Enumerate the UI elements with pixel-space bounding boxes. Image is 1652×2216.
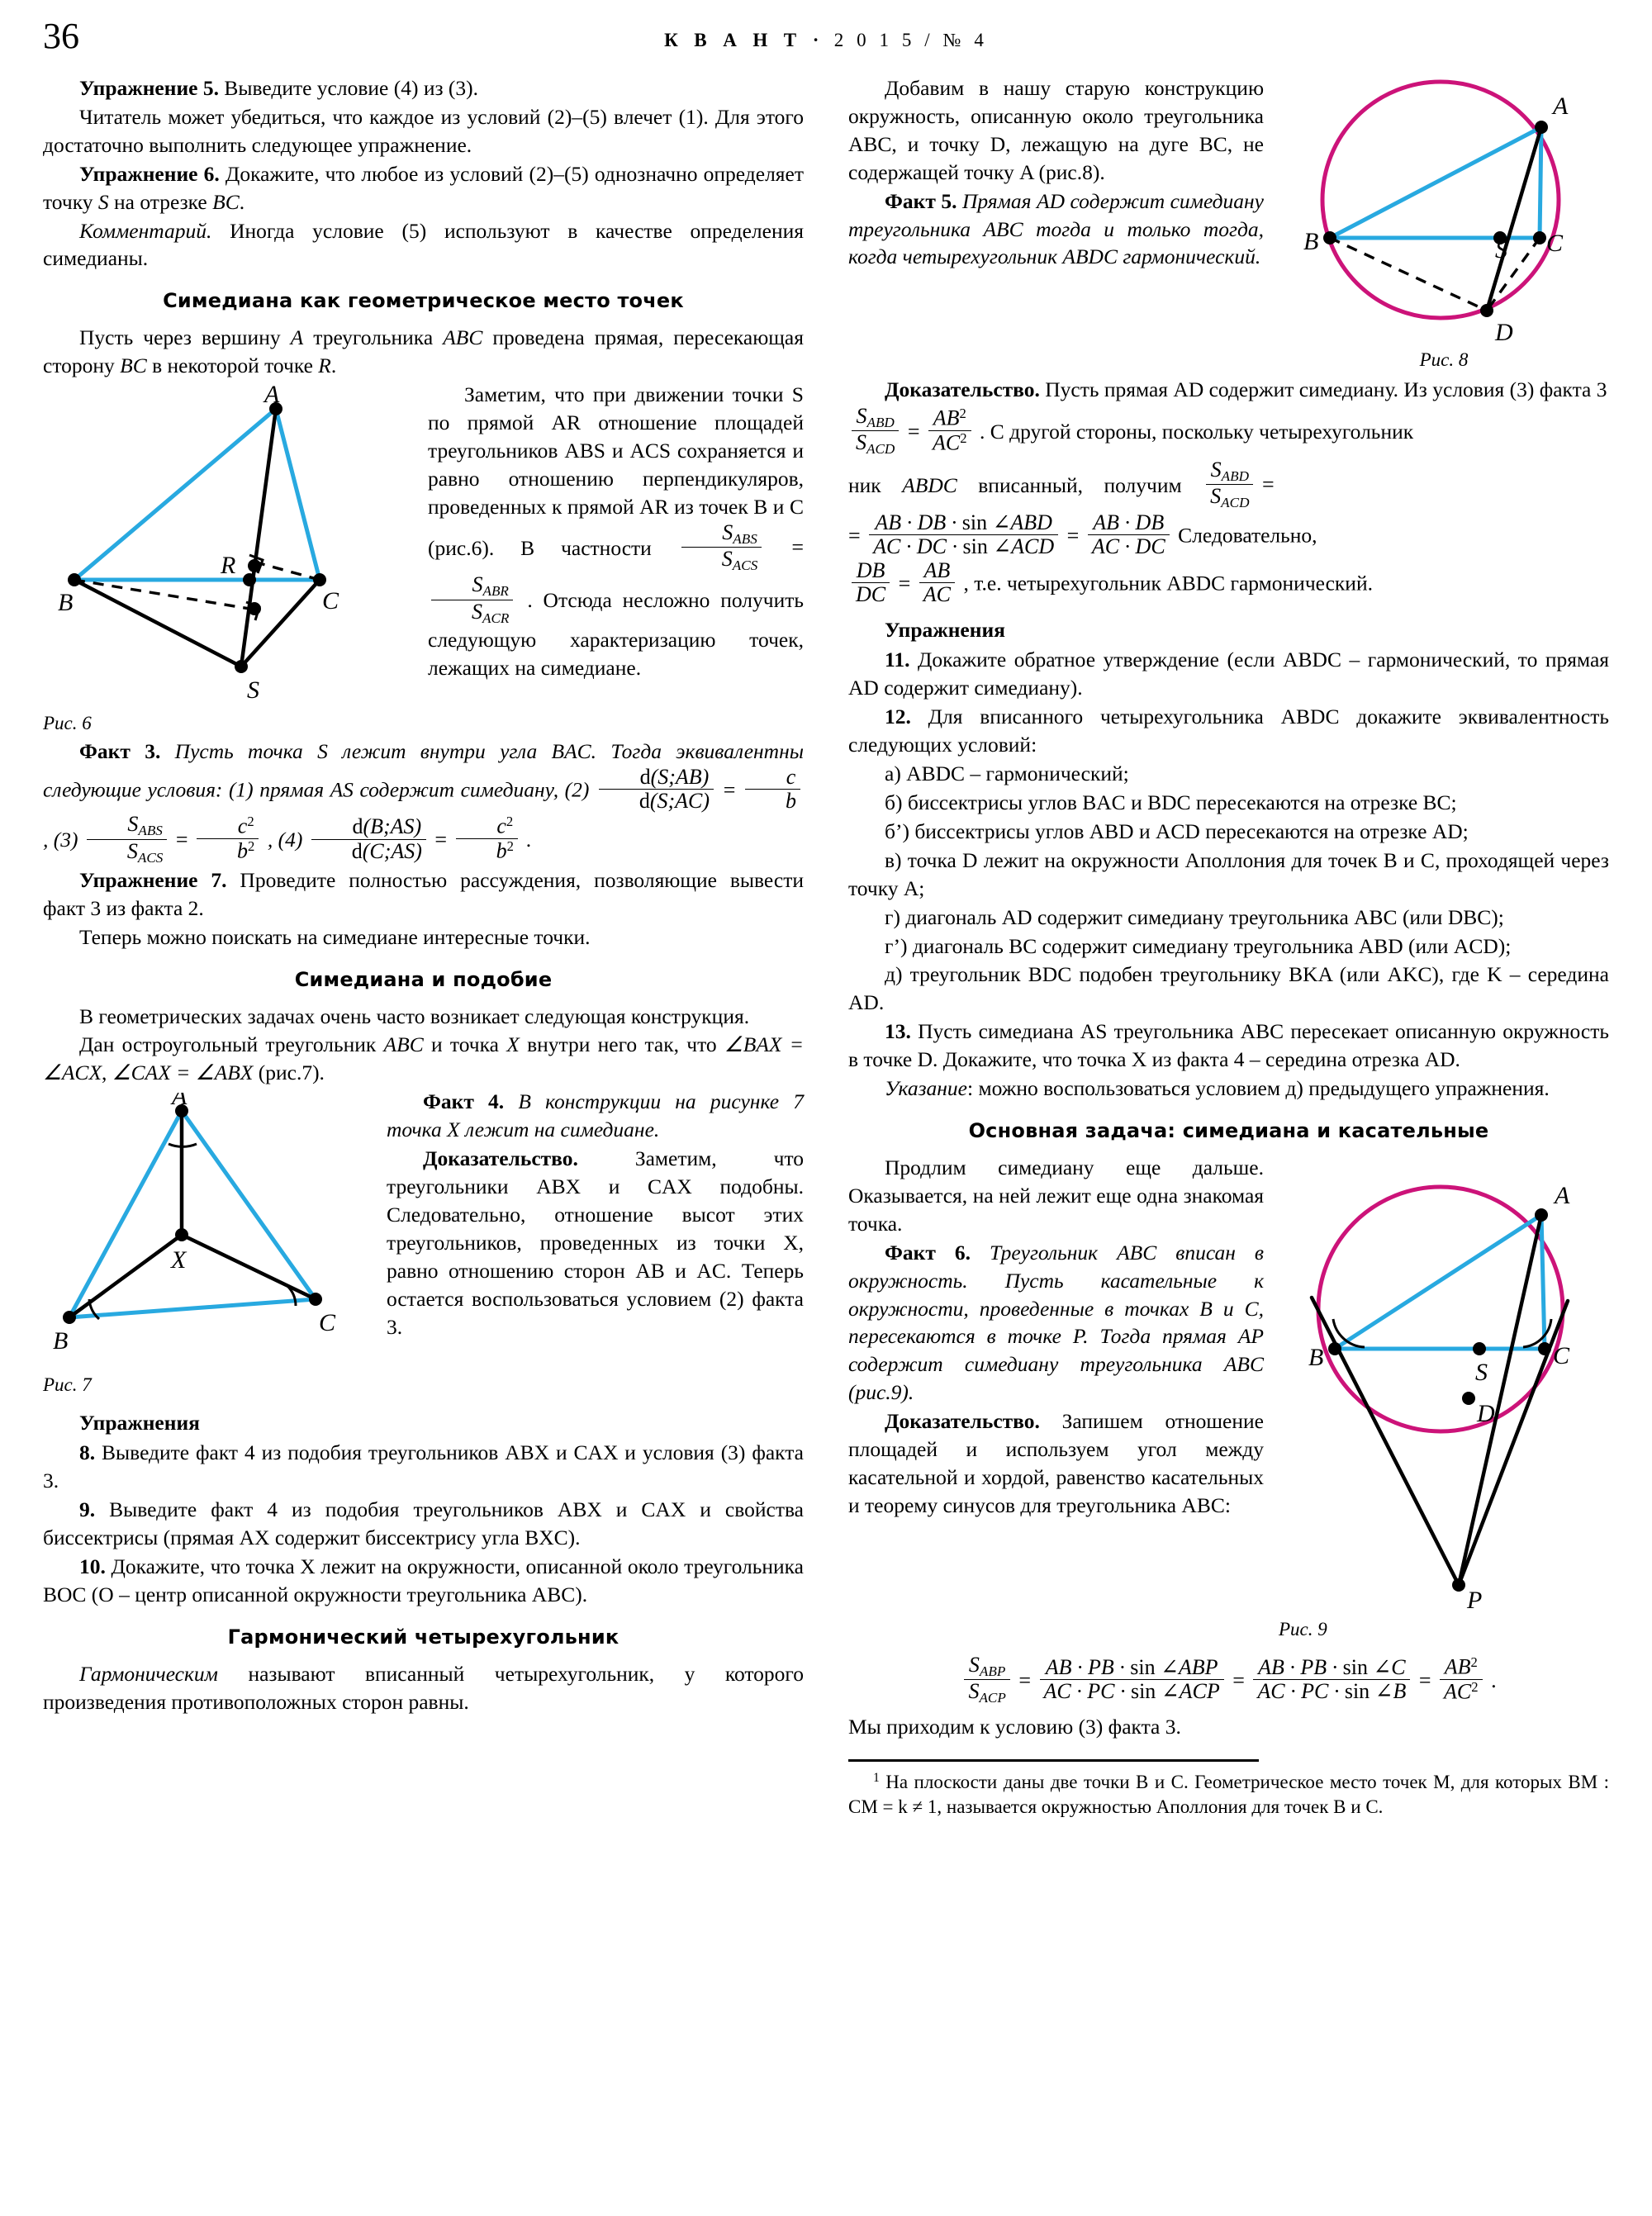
paragraph-reader: Читатель может убедиться, что каждое из условий (2)–(5) влечет (1). Для этого достаточно выполнить следующее упражнение.	[43, 104, 804, 157]
page-number: 36	[43, 16, 79, 56]
fact-3-label: Факт 3.	[79, 739, 161, 764]
eq-sabd-sacd-2: $\frac{S_{ABD}}{S_{ACD}}$ =	[1203, 472, 1274, 496]
proof-5-nik: ник	[848, 472, 881, 497]
exercise-6-text-c: .	[239, 189, 245, 214]
proof-6-label: Доказательство.	[885, 1409, 1040, 1434]
exercise-11-text: Докажите обратное утверждение (если ABDC – гармонический, то прямая AD содержит симедиану).	[848, 648, 1609, 700]
exercise-9	[43, 1496, 804, 1552]
figure-6	[43, 386, 415, 734]
fig9-label-S: S	[1475, 1358, 1488, 1386]
main-paragraph: Продлим симедиану еще дальше. Оказывается, на ней лежит еще одна знакомая точка.	[848, 1155, 1264, 1236]
wrap-text-after: . Отсюда несложно получить следующую характеризацию точек, лежащих на симедиане.	[428, 588, 804, 680]
sim2-b: и точка	[423, 1032, 507, 1057]
fact-6-text: Треугольник ABC вписан в окружность. Пусть касательные к окружности, проведенные в точках B и C, пересекаются в точке P. Тогда прямая AP содержит симедиану треугольника ABC (рис.9).	[848, 1240, 1264, 1405]
var-s: S	[97, 189, 109, 214]
journal-title-line	[43, 30, 1609, 51]
harmonic-text: называют вписанный четырехугольник, у которого произведения противоположных сторон равны.	[43, 1661, 804, 1714]
exercise-12-item-a: а) ABDC – гармонический;	[885, 762, 1129, 786]
hint-text: : можно воспользоваться условием д) предыдущего упражнения.	[966, 1076, 1550, 1101]
fig8-label-C: C	[1546, 230, 1564, 257]
similarity-para-2	[43, 1031, 804, 1087]
locus-intro	[43, 324, 804, 380]
sim2-a: Дан остроугольный треугольник	[79, 1032, 384, 1057]
proof-4-text: Заметим, что треугольники ABX и CAX подобны. Следовательно, отношение высот этих треугольников, проведенных из точки X, равно отношению сторон AB и AC. Теперь остается воспользоваться условием (2) факта 3.	[387, 1146, 804, 1339]
sim2-abc: ABC	[383, 1032, 424, 1057]
figure-9-caption: Рис. 9	[1279, 1618, 1327, 1639]
var-bc2: BC	[120, 354, 147, 378]
exercise-6	[43, 160, 804, 216]
exercise-7-text: Проведите полностью рассуждения, позволяющие вывести факт 3 из факта 2.	[43, 867, 804, 920]
exercise-12-item-b: б) биссектрисы углов BAC и BDC пересекаются на отрезке BC;	[885, 790, 1457, 814]
exercises-heading-right: Упражнения	[885, 618, 1005, 643]
fig6-label-A: A	[264, 386, 280, 409]
figure-6-caption: Рис. 6	[43, 713, 92, 734]
proof-5-text-d: получим	[1104, 472, 1182, 497]
fig9-label-P: P	[1467, 1586, 1483, 1614]
exercise-13-text: Пусть симедиана AS треугольника ABC пересекает описанную окружность в точке D. Докажите, что точка X из факта 4 – середина отрезка AD.	[848, 1019, 1609, 1072]
fact-3-text-b: , (3)	[43, 828, 78, 852]
proof-5-eq-line-4	[848, 559, 1609, 606]
exercise-12-item-d: д) треугольник BDC подобен треугольнику BKA (или AKC), где K – середина AD.	[848, 962, 1609, 1015]
exercise-9-number: 9.	[79, 1497, 96, 1522]
exercise-6-text-b: на отрезке	[108, 189, 213, 214]
locus-text-e: .	[330, 354, 337, 378]
journal-name: К В А Н Т	[664, 30, 803, 50]
two-column-body	[43, 74, 1609, 1820]
section-heading-harmonic: Гармонический четырехугольник	[227, 1625, 620, 1649]
eq-db-dc: $\frac{DB}{DC}$ = $\frac{AB}{AC}$	[848, 572, 964, 596]
section-heading-similarity: Симедиана и подобие	[294, 967, 553, 991]
proof-5-eq-line-2	[848, 458, 1609, 511]
fig9-label-A: A	[1555, 1181, 1570, 1209]
sim2-angle-2: ∠CAX = ∠ABX	[112, 1061, 254, 1085]
figure-7-caption: Рис. 7	[43, 1374, 92, 1396]
exercise-11	[848, 646, 1609, 702]
fig9-label-C: C	[1553, 1341, 1570, 1369]
separator-dot: ·	[812, 30, 824, 50]
exercise-11-number: 11.	[885, 648, 910, 672]
sim2-c: внутри него так, что	[519, 1032, 724, 1057]
fact-3-text-d: .	[526, 828, 532, 852]
locus-text-d: в некоторой точке	[146, 354, 319, 378]
exercises-heading-left: Упражнения	[79, 1411, 200, 1435]
fact-6-label: Факт 6.	[885, 1240, 971, 1265]
fact-3-text-a: Пусть точка S лежит внутри угла BAC. Тогда эквивалентны следующие условия: (1) прямая AS содержит симедиану, (2)	[43, 739, 804, 802]
proof-5	[848, 376, 1609, 404]
harmonic-paragraph	[43, 1660, 804, 1716]
var-bc: BC	[212, 189, 240, 214]
similarity-para-1: В геометрических задачах очень часто возникает следующая конструкция.	[79, 1004, 750, 1028]
section-heading-locus: Симедиана как геометрическое место точек	[163, 289, 684, 313]
eq-sin-ratio: = $\frac{\text{AB · DB · sin ∠ABD}}{\text{AC · DC · sin ∠ACD}}$ = $\frac{AB \cdot DB}{AC \cdot DC}$	[848, 524, 1178, 548]
eq-fact3-4: $\frac{d(B;AS)}{d(C;AS)}$ = $\frac{c^2}{b^2}$	[308, 828, 527, 852]
fig8-label-B: B	[1303, 228, 1319, 255]
exercise-5	[43, 74, 804, 102]
figure-9	[1279, 1155, 1609, 1640]
fig6-label-C: C	[322, 587, 339, 615]
exercise-9-text: Выведите факт 4 из подобия треугольников ABX и CAX и свойства биссектрисы (прямая AX содержит биссектрису угла BXC).	[43, 1497, 804, 1549]
exercise-12-item-g-prime: г’) диагональ BC содержит симедиану треугольника ABD (или ACD);	[885, 933, 1512, 958]
proof-5-eq-line-3	[848, 511, 1609, 558]
fig7-label-X: X	[171, 1246, 187, 1274]
fact-5-label: Факт 5.	[885, 188, 957, 213]
footnote-marker: 1	[873, 1770, 880, 1785]
fig6-label-B: B	[58, 589, 74, 617]
var-r: R	[318, 354, 331, 378]
exercise-8-number: 8.	[79, 1440, 96, 1465]
eq-sabd-sacd: $\frac{S_{ABD}}{S_{ACD}}$ = $\frac{AB^2}{AC^2}$	[848, 420, 980, 444]
proof-6-equation	[848, 1654, 1609, 1706]
footnote	[848, 1770, 1609, 1820]
proof-5-abdc: ABDC	[902, 472, 957, 497]
locus-text-a: Пусть через вершину	[79, 325, 291, 350]
hint-label: Указание	[885, 1076, 967, 1101]
proof-5-text-c: вписанный,	[978, 472, 1083, 497]
fig8-label-S: S	[1495, 236, 1507, 263]
sim2-e: (рис.7).	[253, 1061, 325, 1085]
comment-text: Иногда условие (5) используют в качестве определения симедианы.	[43, 218, 804, 271]
exercise-10-text: Докажите, что точка X лежит на окружности, описанной около треугольника BOC (O – центр описанной окружности треугольника ABC).	[43, 1554, 804, 1606]
section-heading-main-problem: Основная задача: симедиана и касательные	[968, 1118, 1489, 1142]
fig8-label-A: A	[1553, 93, 1569, 120]
eq-sabs-sacs: $\frac{S_{ABS}}{S_{ACS}}$ = $\frac{S_{ABR}}{S_{ACR}}$	[428, 535, 804, 612]
figure-8	[1279, 76, 1609, 371]
sim2-d: ,	[102, 1061, 112, 1085]
exercise-8	[43, 1439, 804, 1495]
exercise-6-text-a: Докажите, что любое из условий (2)–(5) однозначно определяет точку	[43, 161, 804, 214]
right-column	[848, 74, 1609, 1820]
fig8-label-D: D	[1495, 319, 1513, 346]
fig8-circumcircle	[1322, 82, 1559, 318]
comment-label: Комментарий.	[79, 218, 212, 243]
locus-text-b: треугольника	[303, 325, 444, 350]
figure-9-drawing	[1279, 1155, 1609, 1618]
proof-5-eq-line-1	[848, 405, 1609, 458]
exercise-12-text: Для вписанного четырехугольника ABDC докажите эквивалентность следующих условий:	[848, 705, 1609, 757]
fig9-label-B: B	[1308, 1343, 1324, 1371]
proof-5-sled: Следовательно,	[1178, 523, 1317, 548]
proof-6-text: Запишем отношение площадей и используем угол между касательной и хордой, равенство касательных и теорему синусов для треугольника ABC:	[848, 1409, 1264, 1517]
fig7-label-B: B	[53, 1327, 69, 1355]
hint-paragraph	[848, 1075, 1609, 1103]
fig9-label-D: D	[1477, 1399, 1495, 1427]
eq-fact3-2: $\frac{d(S;AB)}{d(S;AC)}$ = $\frac{c}{b}$	[596, 778, 804, 802]
exercise-12-item-v	[848, 847, 1609, 903]
proof-5-text-b: . С другой стороны, поскольку четырехугольник	[980, 419, 1414, 444]
footnote-rule	[848, 1759, 1259, 1762]
left-column	[43, 74, 804, 1820]
running-head	[43, 16, 1609, 69]
paragraph-add: Добавим в нашу старую конструкцию окружность, описанную около треугольника ABC, и точку D, лежащую на дуге BC, не содержащей точку A (рис.8).	[848, 76, 1264, 184]
figure-8-caption: Рис. 8	[1419, 349, 1469, 370]
exercise-13-number: 13.	[885, 1019, 911, 1044]
exercise-7-label: Упражнение 7.	[79, 867, 227, 892]
sim2-x: X	[506, 1032, 520, 1057]
exercise-12	[848, 703, 1609, 759]
fact-3-text-c: , (4)	[267, 828, 303, 852]
exercise-13	[848, 1018, 1609, 1074]
fig7-label-A: A	[172, 1093, 188, 1111]
exercise-7	[43, 866, 804, 923]
proof-5-label: Доказательство.	[885, 377, 1040, 401]
proof-5-text-a: Пусть прямая AD содержит симедиану. Из условия (3) факта 3	[1039, 377, 1607, 401]
eq-sabp-sacp: $\frac{S_{ABP}}{S_{ACP}}$ = $\frac{\text{AB · PB · sin ∠ABP}}{\text{AC · PC · sin ∠ACP}}$ = $\frac{AB \cdot PB \cdot \sin \angle C}{AC \cdot PC \cdot \sin \angle B}$ = $\frac{AB^2}{AC^2}$ .	[961, 1668, 1496, 1692]
wrap-text: Заметим, что при движении точки S по прямой AR отношение площадей треугольников ABS и ACS сохраняется и равно отношению перпендикуляров, проведенных к прямой AR из точек B и C (рис.6). В частности	[428, 382, 804, 560]
exercise-12-number: 12.	[885, 705, 911, 729]
exercise-12-item-b-prime: б’) биссектрисы углов ABD и ACD пересекаются на отрезке AD;	[885, 819, 1469, 843]
figure-7	[43, 1093, 373, 1396]
var-a: A	[290, 325, 304, 350]
proof-4-label: Доказательство.	[423, 1146, 578, 1171]
footnote-text: На плоскости даны две точки B и C. Геометрическое место точек M, для которых BM : CM = k ≠ 1, называется окружностью Аполлония для точек B и C.	[848, 1771, 1609, 1817]
figure-7-drawing	[43, 1093, 373, 1374]
paragraph-now: Теперь можно поискать на симедиане интересные точки.	[79, 924, 591, 949]
fig7-label-C: C	[319, 1309, 336, 1337]
exercise-10	[43, 1553, 804, 1609]
proof-5-end: , т.е. четырехугольник ABDC гармонический.	[963, 571, 1373, 596]
exercise-12-item-g: г) диагональ AD содержит симедиану треугольника ABC (или DBC);	[885, 904, 1504, 929]
exercise-6-label: Упражнение 6.	[79, 161, 220, 186]
locus-text-c: проведена прямая, пересекающая сторону	[43, 325, 804, 378]
fig6-label-R: R	[221, 552, 236, 580]
issue-number: 2 0 1 5 / № 4	[833, 30, 988, 50]
figure-8-drawing	[1279, 76, 1609, 349]
exercise-10-number: 10.	[79, 1554, 106, 1578]
exercise-8-text: Выведите факт 4 из подобия треугольников ABX и CAX и условия (3) факта 3.	[43, 1440, 804, 1493]
exercise-5-text: Выведите условие (4) из (3).	[218, 76, 479, 100]
eq-fact3-3: $\frac{S_{ABS}}{S_{ACS}}$ = $\frac{c^2}{b^2}$	[83, 828, 268, 852]
fig6-label-S: S	[247, 676, 259, 705]
conclusion-paragraph: Мы приходим к условию (3) факта 3.	[848, 1714, 1181, 1739]
figure-6-drawing	[43, 386, 415, 712]
harmonic-label: Гармоническим	[79, 1661, 218, 1686]
fact-3	[43, 738, 804, 866]
exercise-12-item-v-text: в) точка D лежит на окружности Аполлония для точек B и C, проходящей через точку A;	[848, 847, 1609, 900]
fact-5-text: Прямая AD содержит симедиану треугольника ABC тогда и только тогда, когда четырехугольник ABDC гармонический.	[848, 188, 1264, 269]
comment-paragraph	[43, 217, 804, 273]
exercise-5-label: Упражнение 5.	[79, 76, 219, 100]
sim2-angle-1: ∠BAX = ∠ACX	[43, 1032, 804, 1085]
var-abc: ABC	[443, 325, 483, 350]
fact-4-label: Факт 4.	[423, 1089, 505, 1114]
fact-4-text: В конструкции на рисунке 7 точка X лежит на симедиане.	[387, 1089, 804, 1142]
